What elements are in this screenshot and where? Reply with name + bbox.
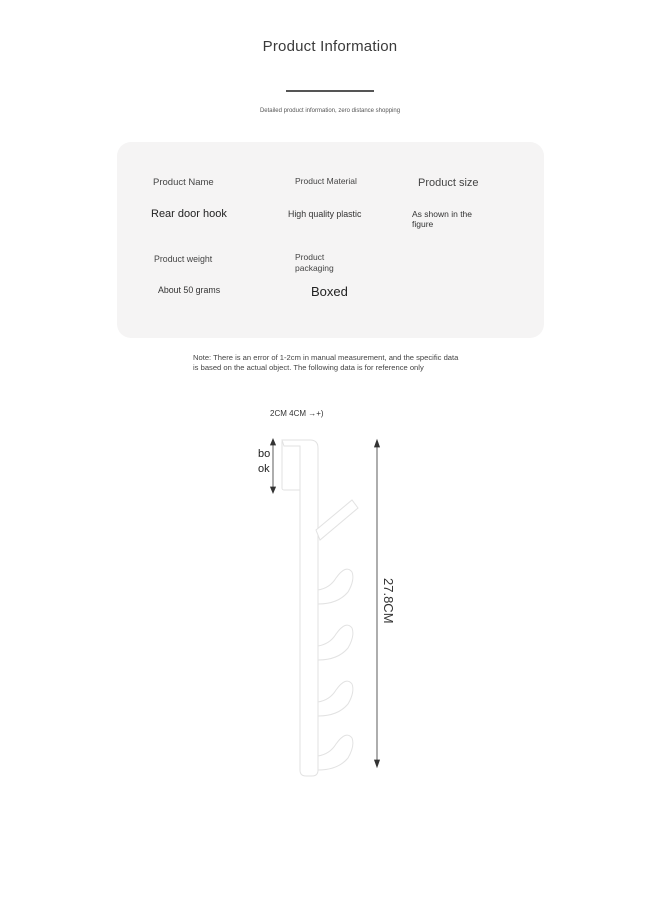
product-size-value: As shown in the figure: [412, 209, 473, 229]
hook-body: [282, 440, 358, 776]
page-subtitle: Detailed product information, zero distance shopping: [259, 108, 401, 114]
product-name-value: Rear door hook: [151, 208, 227, 220]
title-underline: [286, 90, 374, 92]
spec-card: [117, 142, 544, 338]
product-size-label: Product size: [418, 177, 479, 189]
height-arrow-icon: [375, 440, 380, 767]
book-label: [258, 447, 270, 477]
product-packaging-value: Boxed: [311, 284, 348, 299]
product-weight-label: Product weight: [154, 254, 213, 264]
top-dimension-label: 2CM 4CM →+): [270, 409, 324, 418]
product-name-label: Product Name: [153, 177, 214, 188]
book-label-line2: ok: [258, 463, 270, 475]
product-packaging-label: Product packaging: [295, 252, 334, 273]
page-title: Product Information: [262, 38, 398, 55]
measurement-note: Note: There is an error of 1-2cm in manual measurement, and the specific data is based on the actual object. The following data is for reference only: [193, 353, 459, 372]
height-dimension-label: 27.8CM: [381, 578, 396, 624]
product-material-value: High quality plastic: [288, 209, 362, 219]
book-label-line1: bo: [258, 448, 271, 460]
product-weight-value: About 50 grams: [158, 285, 221, 295]
product-material-label: Product Material: [295, 176, 357, 186]
book-thickness-arrow-icon: [271, 439, 276, 493]
